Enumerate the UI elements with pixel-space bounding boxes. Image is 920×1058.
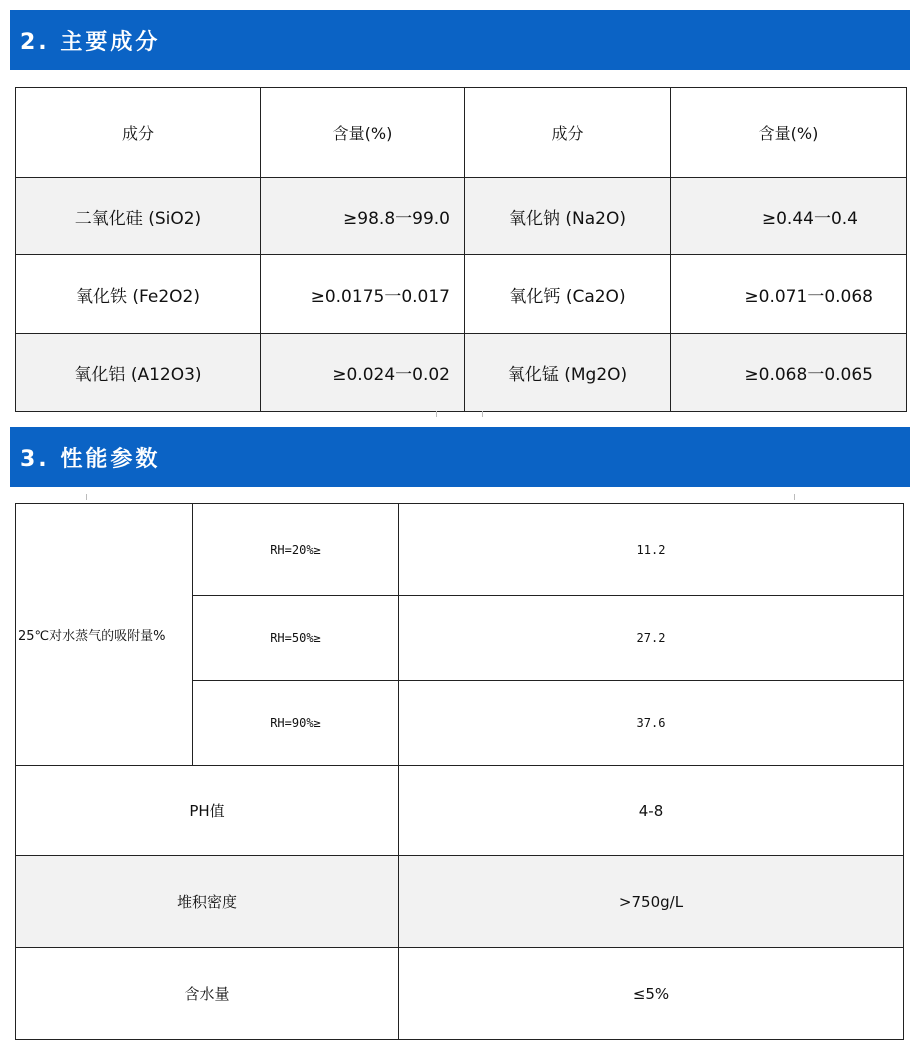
property-label: PH值 xyxy=(16,766,399,856)
component-name: 二氧化硅 (SiO2) xyxy=(16,178,261,255)
column-header: 含量(%) xyxy=(671,88,907,178)
component-content: ≥98.8一99.0 xyxy=(261,178,465,255)
component-name: 氧化钠 (Na2O) xyxy=(465,178,671,255)
property-label: 堆积密度 xyxy=(16,856,399,948)
adsorption-value: 27.2 xyxy=(399,596,904,681)
component-content: ≥0.44一0.4 xyxy=(671,178,907,255)
section-title: 2. 主要成分 xyxy=(20,29,161,55)
adsorption-label: 25℃对水蒸气的吸附量% xyxy=(16,504,193,766)
property-value: 4-8 xyxy=(399,766,904,856)
component-content: ≥0.071一0.068 xyxy=(671,255,907,334)
table-row xyxy=(16,255,907,334)
column-header: 成分 xyxy=(16,88,261,178)
humidity-condition: RH=50%≥ xyxy=(193,596,399,681)
table-row xyxy=(16,948,904,1040)
humidity-condition: RH=90%≥ xyxy=(193,681,399,766)
property-value: ≤5% xyxy=(399,948,904,1040)
property-label: 含水量 xyxy=(16,948,399,1040)
adsorption-value: 37.6 xyxy=(399,681,904,766)
divider-mark xyxy=(482,411,483,417)
table-row xyxy=(16,178,907,255)
section-title: 3. 性能参数 xyxy=(20,446,161,472)
performance-table xyxy=(15,503,904,1040)
table-row xyxy=(16,856,904,948)
component-content: ≥0.024一0.02 xyxy=(261,334,465,412)
component-name: 氧化铝 (A12O3) xyxy=(16,334,261,412)
adsorption-value: 11.2 xyxy=(399,504,904,596)
column-header: 成分 xyxy=(465,88,671,178)
column-header: 含量(%) xyxy=(261,88,465,178)
divider-mark xyxy=(794,494,795,500)
humidity-condition: RH=20%≥ xyxy=(193,504,399,596)
section-header-composition xyxy=(10,10,910,70)
component-content: ≥0.0175一0.017 xyxy=(261,255,465,334)
table-row xyxy=(16,766,904,856)
composition-table xyxy=(15,87,907,412)
table-row xyxy=(16,334,907,412)
table-row xyxy=(16,504,904,596)
divider-mark xyxy=(86,494,87,500)
divider-mark xyxy=(436,411,437,417)
section-header-performance xyxy=(10,427,910,487)
component-name: 氧化锰 (Mg2O) xyxy=(465,334,671,412)
component-name: 氧化铁 (Fe2O2) xyxy=(16,255,261,334)
component-content: ≥0.068一0.065 xyxy=(671,334,907,412)
property-value: >750g/L xyxy=(399,856,904,948)
component-name: 氧化钙 (Ca2O) xyxy=(465,255,671,334)
table-header-row xyxy=(16,88,907,178)
